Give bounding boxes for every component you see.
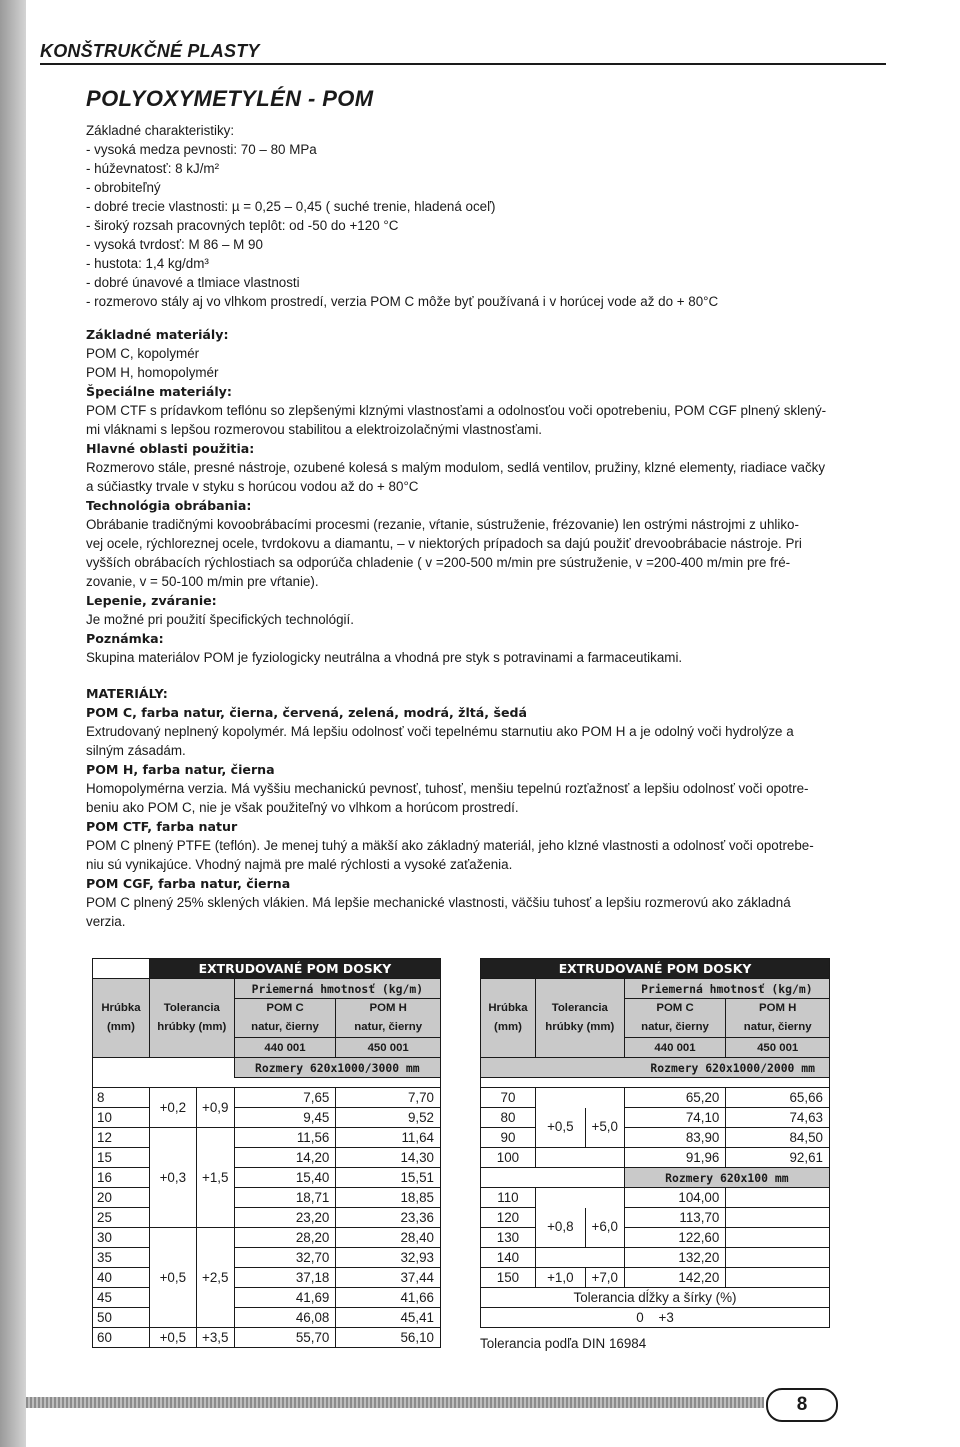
machining-line: zovanie, v = 50-100 m/min pre vŕtanie). [86, 574, 319, 589]
pomh-value: 9,52 [336, 1108, 441, 1128]
machining-line: vej ocele, rýchloreznej ocele, tvrdokovu a diamantu, – v niektorých prípadoch sa dajú použiť drevoobrábacie nástroje. Pri [86, 536, 802, 551]
pomh-value: 41,66 [336, 1288, 441, 1308]
material-desc: silným zásadám. [86, 743, 186, 758]
size-header: Rozmery 620x1000/2000 mm [481, 1058, 830, 1078]
machining-heading: Technológia obrábania: [86, 498, 252, 513]
pomc-value: 46,08 [234, 1308, 336, 1328]
section-title: KONŠTRUKČNÉ PLASTY [40, 41, 260, 61]
pomh-value: 14,30 [336, 1148, 441, 1168]
pomh-value: 15,51 [336, 1168, 441, 1188]
material-desc: POM C plnený 25% sklených vlákien. Má lepšie mechanické vlastnosti, väčšiu tuhosť a lepšiu rozmerovú ako základná [86, 895, 791, 910]
thickness-cell: 150 [481, 1268, 536, 1288]
title-rule [40, 63, 886, 65]
col-pomc: POM C [656, 1002, 694, 1014]
pomh-value: 84,50 [726, 1128, 830, 1148]
machining-line: Obrábanie tradičnými kovoobrábacími procesmi (rezanie, vŕtanie, sústruženie, frézovanie) len ostrými nástrojmi z uhliko- [86, 517, 799, 532]
pomc-value: 142,20 [624, 1268, 726, 1288]
thickness-cell: 110 [481, 1188, 536, 1208]
tolerance-value: 0 +3 [481, 1308, 830, 1328]
tol-cell: +7,0 [585, 1268, 624, 1288]
tol-cell: +0,5 [149, 1228, 196, 1328]
gluing-heading: Lepenie, zváranie: [86, 593, 217, 608]
intro-item: - vysoká tvrdosť: M 86 – M 90 [86, 237, 263, 252]
col-thickness-unit: (mm) [494, 1021, 522, 1033]
pomc-value: 55,70 [234, 1328, 336, 1348]
pomc-value: 113,70 [624, 1208, 726, 1228]
pomc-value: 41,69 [234, 1288, 336, 1308]
pomc-value: 14,20 [234, 1148, 336, 1168]
thickness-cell: 15 [93, 1148, 150, 1168]
col-tolerance: Tolerancia [163, 1002, 220, 1014]
pomh-value: 32,93 [336, 1248, 441, 1268]
thickness-cell: 35 [93, 1248, 150, 1268]
thickness-cell: 130 [481, 1228, 536, 1248]
col-pomh-sub: natur, čierny [743, 1021, 812, 1033]
note-line: Skupina materiálov POM je fyziologicky neutrálna a vhodná pre styk s potravinami a farmaceutikami. [86, 650, 683, 665]
thickness-cell: 25 [93, 1208, 150, 1228]
col-thickness: Hrúbka [488, 1002, 528, 1014]
intro-item: - dobré trecie vlastnosti: µ = 0,25 – 0,45 ( suché trenie, hladená oceľ) [86, 199, 496, 214]
material-name: POM C, farba natur, čierna, červená, zelená, modrá, žltá, šedá [86, 705, 528, 720]
col-pomh-sub: natur, čierny [354, 1021, 423, 1033]
intro-item: - húževnatosť: 8 kJ/m² [86, 161, 220, 176]
thickness-cell: 16 [93, 1168, 150, 1188]
usage-line: a súčiastky trvale v styku s horúcou vodou až do + 80°C [86, 479, 419, 494]
thickness-cell: 120 [481, 1208, 536, 1228]
table-note: Tolerancia podľa DIN 16984 [480, 1336, 647, 1351]
col-thickness-unit: (mm) [107, 1021, 135, 1033]
intro-item: - hustota: 1,4 kg/dm³ [86, 256, 209, 271]
code-pomc: 440 001 [624, 1038, 726, 1058]
col-pomh: POM H [759, 1002, 797, 1014]
pomc-value: 28,20 [234, 1228, 336, 1248]
weight-header: Priemerná hmotnosť (kg/m) [234, 979, 440, 999]
col-pomc-sub: natur, čierny [641, 1021, 709, 1033]
thickness-cell: 90 [481, 1128, 536, 1148]
materials-basic-line: POM H, homopolymér [86, 365, 219, 380]
pomc-value: 37,18 [234, 1268, 336, 1288]
col-thickness: Hrúbka [101, 1002, 141, 1014]
tol-cell: +5,0 [585, 1108, 624, 1148]
pomc-value: 32,70 [234, 1248, 336, 1268]
code-pomh: 450 001 [336, 1038, 441, 1058]
thickness-cell: 60 [93, 1328, 150, 1348]
intro-item: - dobré únavové a tlmiace vlastnosti [86, 275, 300, 290]
intro-item: - vysoká medza pevnosti: 70 – 80 MPa [86, 142, 317, 157]
pomh-value: 18,85 [336, 1188, 441, 1208]
usage-line: Rozmerovo stále, presné nástroje, ozubené kolesá s malým modulom, sedlá ventilov, pružiny, klzné elementy, riadiace vačky [86, 460, 826, 475]
col-tolerance-unit: hrúbky (mm) [157, 1021, 227, 1033]
thickness-cell: 80 [481, 1108, 536, 1128]
tol-cell: +2,5 [196, 1228, 234, 1328]
gluing-line: Je možné pri použití špecifických technológií. [86, 612, 354, 627]
pomh-value: 11,64 [336, 1128, 441, 1148]
pomc-value: 65,20 [624, 1088, 726, 1108]
intro-item: - rozmerovo stály aj vo vlhkom prostredí, verzia POM C môže byť používaná i v horúcej vode až do + 80°C [86, 294, 719, 309]
intro-item: - široký rozsah pracovných teplôt: od -50 do +120 °C [86, 218, 399, 233]
pomc-value: 83,90 [624, 1128, 726, 1148]
thickness-cell: 40 [93, 1268, 150, 1288]
document-title: POLYOXYMETYLÉN - POM [86, 86, 374, 111]
material-name: POM CTF, farba natur [86, 819, 238, 834]
tol-cell: +0,8 [535, 1208, 585, 1248]
material-desc: verzia. [86, 914, 126, 929]
page-number: 8 [766, 1388, 838, 1422]
weight-header: Priemerná hmotnosť (kg/m) [624, 979, 829, 999]
col-tolerance: Tolerancia [551, 1002, 608, 1014]
thickness-cell: 100 [481, 1148, 536, 1168]
col-pomc: POM C [266, 1002, 304, 1014]
size-header: Rozmery 620x100 mm [624, 1168, 829, 1188]
pomh-value: 65,66 [726, 1088, 830, 1108]
pomc-value: 104,00 [624, 1188, 726, 1208]
materials-basic-line: POM C, kopolymér [86, 346, 200, 361]
intro-heading: Základné charakteristiky: [86, 123, 235, 138]
footer-band [26, 1397, 764, 1408]
pomh-value: 56,10 [336, 1328, 441, 1348]
tol-cell: +0,2 [149, 1088, 196, 1128]
thickness-cell: 50 [93, 1308, 150, 1328]
thickness-cell: 8 [93, 1088, 150, 1108]
usage-heading: Hlavné oblasti použitia: [86, 441, 255, 456]
pomh-value: 37,44 [336, 1268, 441, 1288]
materials-heading: MATERIÁLY: [86, 686, 168, 701]
material-desc: POM C plnený PTFE (teflón). Je menej tuhý a mäkší ako základný materiál, jeho klzné vlastnosti a odolnosť voči opotrebe- [86, 838, 814, 853]
pom-sheets-table-left [92, 958, 441, 1348]
material-desc: niu sú vynikajúce. Vhodný najmä pre malé rýchlosti a vysoké zaťaženia. [86, 857, 513, 872]
pomc-value: 11,56 [234, 1128, 336, 1148]
material-desc: Homopolymérna verzia. Má vyššiu mechanickú pevnosť, tuhosť, menšiu tepelnú rozťažnosť a lepšiu odolnosť voči opotre- [86, 781, 809, 796]
pomc-value: 74,10 [624, 1108, 726, 1128]
thickness-cell: 70 [481, 1088, 536, 1108]
pomh-value: 28,40 [336, 1228, 441, 1248]
pomh-value: 45,41 [336, 1308, 441, 1328]
tol-cell: +0,5 [535, 1108, 585, 1148]
tol-cell: +1,0 [535, 1268, 585, 1288]
pom-sheets-table-right [480, 958, 830, 1328]
pomc-value: 7,65 [234, 1088, 336, 1108]
materials-special-line: POM CTF s prídavkom teflónu so zlepšenými klznými vlastnosťami a odolnosťou voči opotrebeniu, POM CGF plnený sklený- [86, 403, 827, 418]
pomh-value: 92,61 [726, 1148, 830, 1168]
thickness-cell: 140 [481, 1248, 536, 1268]
pomh-value: 23,36 [336, 1208, 441, 1228]
materials-special-heading: Špeciálne materiály: [86, 384, 232, 399]
material-desc: beniu ako POM C, nie je však použiteľný vo vlhkom a horúcom prostredí. [86, 800, 519, 815]
size-header: Rozmery 620x1000/3000 mm [234, 1058, 440, 1078]
pomc-value: 18,71 [234, 1188, 336, 1208]
code-pomh: 450 001 [726, 1038, 830, 1058]
tolerance-label: Tolerancia dĺžky a šírky (%) [481, 1288, 830, 1308]
pomc-value: 23,20 [234, 1208, 336, 1228]
material-name: POM H, farba natur, čierna [86, 762, 275, 777]
body-text [86, 121, 886, 931]
pomc-value: 122,60 [624, 1228, 726, 1248]
col-tolerance-unit: hrúbky (mm) [545, 1021, 615, 1033]
pomh-value: 74,63 [726, 1108, 830, 1128]
pomc-value: 15,40 [234, 1168, 336, 1188]
thickness-cell: 10 [93, 1108, 150, 1128]
thickness-cell: 12 [93, 1128, 150, 1148]
tol-cell: +0,3 [149, 1128, 196, 1228]
machining-line: vyšších obrábacích rýchlostiach sa odporúča chladenie ( v =200-500 m/min pre sústruženie, v =200-400 m/min pre fré- [86, 555, 791, 570]
material-desc: Extrudovaný neplnený kopolymér. Má lepšiu odolnosť voči tepelnému starnutiu ako POM H a je odolný voči hydrolýze a [86, 724, 794, 739]
tol-cell: +0,9 [196, 1088, 234, 1128]
pomc-value: 132,20 [624, 1248, 726, 1268]
table-title: EXTRUDOVANÉ POM DOSKY [481, 959, 830, 979]
materials-basic-heading: Základné materiály: [86, 327, 229, 342]
pomh-value: 7,70 [336, 1088, 441, 1108]
code-pomc: 440 001 [234, 1038, 336, 1058]
col-pomh: POM H [369, 1002, 407, 1014]
note-heading: Poznámka: [86, 631, 164, 646]
pomc-value: 91,96 [624, 1148, 726, 1168]
tol-cell: +3,5 [196, 1328, 234, 1348]
pomc-value: 9,45 [234, 1108, 336, 1128]
thickness-cell: 20 [93, 1188, 150, 1208]
tol-cell: +0,5 [149, 1328, 196, 1348]
col-pomc-sub: natur, čierny [251, 1021, 319, 1033]
materials-special-line: mi vláknami s lepšou rozmerovou stabilitou a elektroizolačnými vlastnosťami. [86, 422, 543, 437]
thickness-cell: 30 [93, 1228, 150, 1248]
page-edge-band [0, 0, 26, 1447]
thickness-cell: 45 [93, 1288, 150, 1308]
tol-cell: +1,5 [196, 1128, 234, 1228]
tol-cell: +6,0 [585, 1208, 624, 1248]
intro-item: - obrobiteľný [86, 180, 161, 195]
table-title: EXTRUDOVANÉ POM DOSKY [149, 959, 440, 979]
material-name: POM CGF, farba natur, čierna [86, 876, 291, 891]
